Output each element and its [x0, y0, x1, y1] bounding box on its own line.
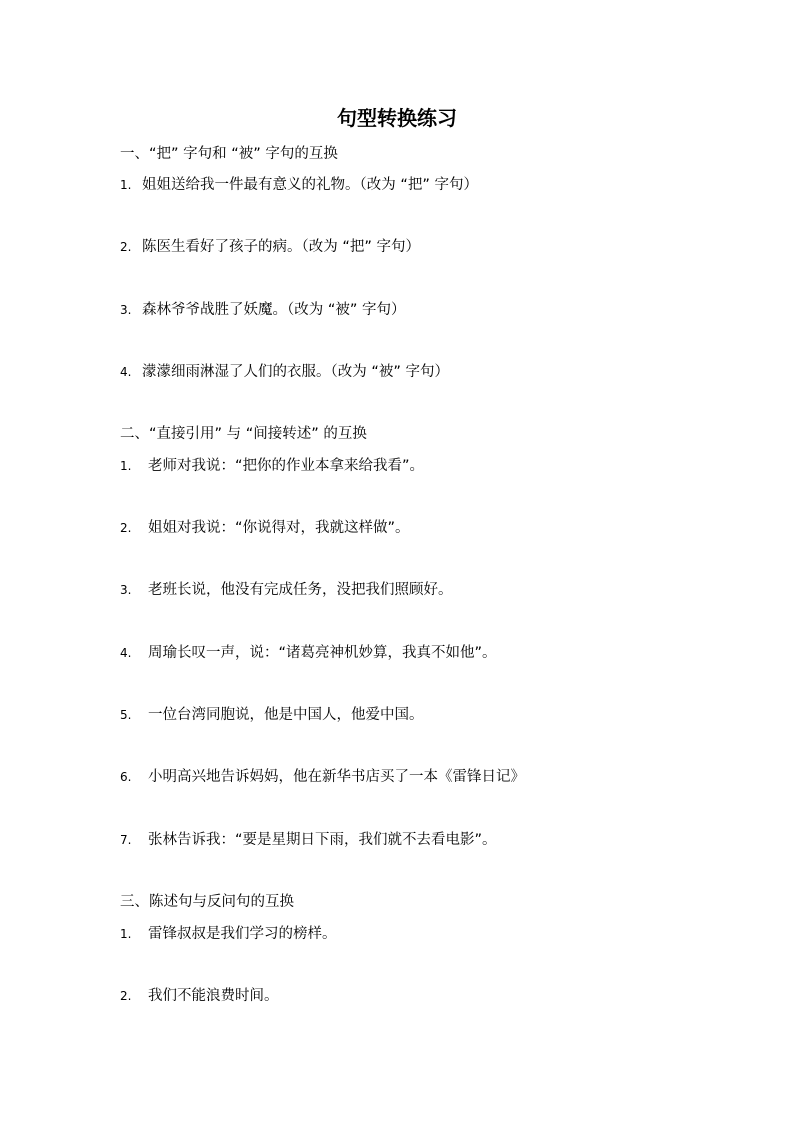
item-text: 老师对我说：“把你的作业本拿来给我看”。: [148, 458, 425, 474]
item-number: 7.: [120, 833, 132, 847]
item-text: 陈医生看好了孩子的病。（改为 “把” 字句）: [142, 239, 420, 255]
item-text: 一位台湾同胞说，他是中国人，他爱中国。: [148, 707, 424, 723]
exercise-item: [120, 829, 497, 851]
exercise-item: [120, 174, 478, 196]
item-number: 4.: [120, 365, 132, 379]
exercise-item: [120, 361, 449, 383]
item-text: 雷锋叔叔是我们学习的榜样。: [148, 926, 337, 942]
item-number: 2.: [120, 240, 132, 254]
item-text: 姐姐对我说：“你说得对，我就这样做”。: [148, 520, 410, 536]
item-number: 1.: [120, 178, 132, 192]
exercise-item: [120, 455, 424, 477]
item-text: 我们不能浪费时间。: [148, 988, 279, 1004]
item-number: 4.: [120, 646, 132, 660]
exercise-item: [120, 923, 337, 945]
item-text: 姐姐送给我一件最有意义的礼物。（改为 “把” 字句）: [142, 177, 478, 193]
item-number: 1.: [120, 459, 132, 473]
exercise-item: [120, 236, 420, 258]
exercise-item: [120, 517, 410, 539]
item-number: 5.: [120, 708, 132, 722]
item-text: 周瑜长叹一声，说：“诸葛亮神机妙算，我真不如他”。: [148, 645, 497, 661]
item-text: 森林爷爷战胜了妖魔。（改为 “被” 字句）: [142, 302, 406, 318]
item-number: 2.: [120, 521, 132, 535]
exercise-item: [120, 985, 279, 1007]
item-text: 老班长说，他没有完成任务，没把我们照顾好。: [148, 582, 453, 598]
item-number: 6.: [120, 770, 132, 784]
page-title: 句型转换练习: [337, 106, 457, 130]
item-text: 张林告诉我：“要是星期日下雨，我们就不去看电影”。: [148, 832, 497, 848]
exercise-item: [120, 642, 497, 664]
section-heading-rhetorical: 三、陈述句与反问句的互换: [120, 894, 294, 910]
item-number: 2.: [120, 989, 132, 1003]
section-heading-ba-bei: 一、“把” 字句和 “被” 字句的互换: [120, 146, 338, 162]
exercise-item: [120, 704, 424, 726]
exercise-item: [120, 766, 525, 788]
item-text: 小明高兴地告诉妈妈，他在新华书店买了一本《雷锋日记》: [148, 769, 525, 785]
exercise-item: [120, 299, 406, 321]
item-text: 濛濛细雨淋湿了人们的衣服。（改为 “被” 字句）: [142, 364, 449, 380]
exercise-item: [120, 579, 453, 601]
section-heading-quotation: 二、“直接引用” 与 “间接转述” 的互换: [120, 426, 367, 442]
item-number: 3.: [120, 583, 132, 597]
item-number: 3.: [120, 303, 132, 317]
item-number: 1.: [120, 927, 132, 941]
